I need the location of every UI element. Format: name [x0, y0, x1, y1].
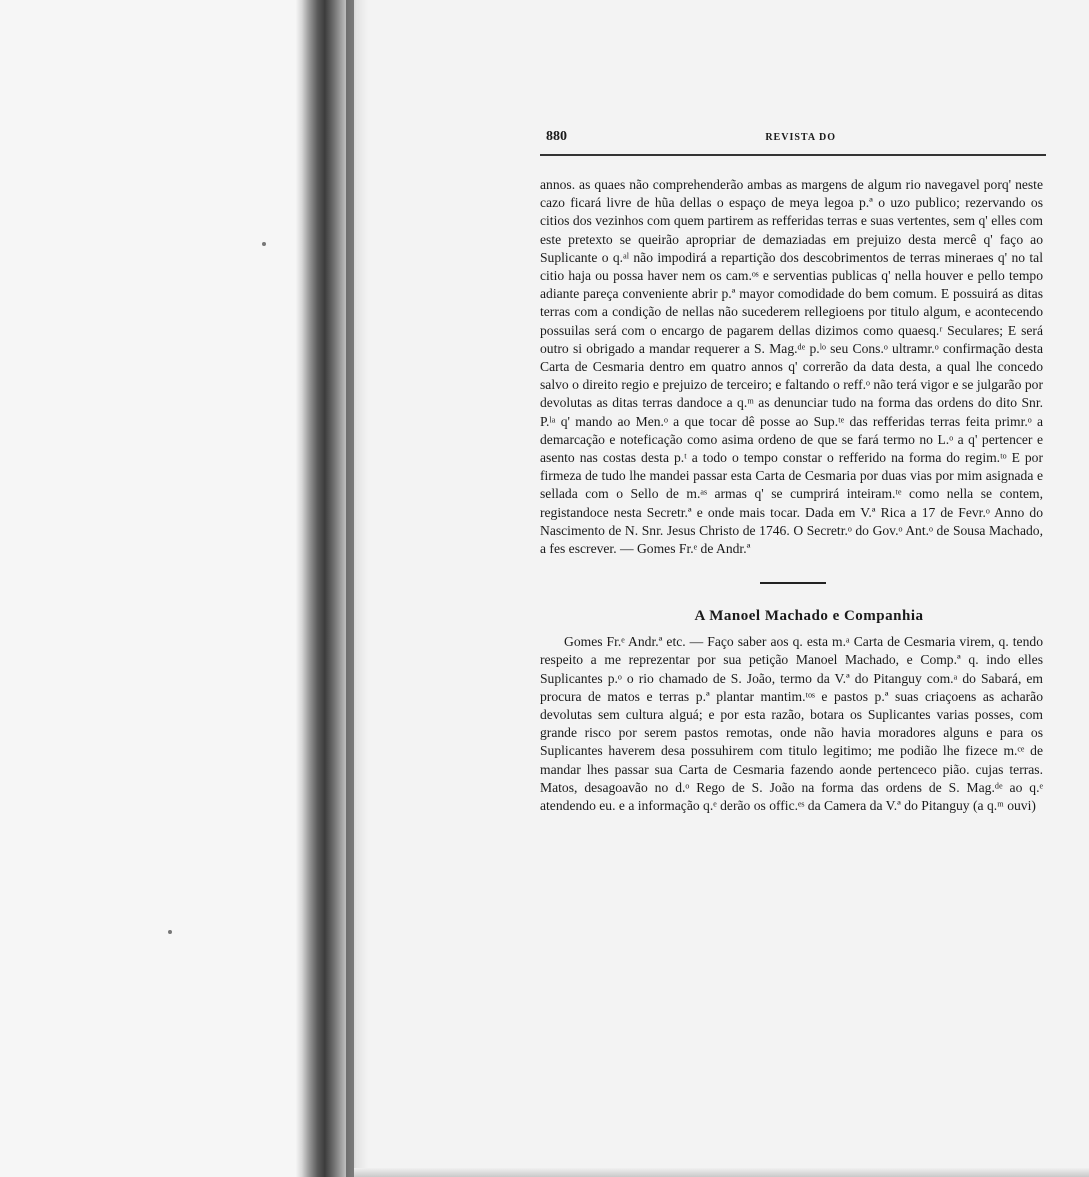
section-divider — [760, 582, 826, 584]
blank-left-page — [0, 0, 300, 1177]
printed-page — [540, 120, 1046, 829]
page-header — [540, 120, 1046, 142]
page-bottom-edge — [354, 1168, 1089, 1177]
running-head: REVISTA DO — [765, 132, 836, 143]
body-paragraph-1: annos. as quaes não comprehenderão ambas as margens de algum rio navegavel porq' neste cazo ficará livre de hũa dellas o espaço de meya legoa p.ª o uzo publico; rezervando os citios dos vezinhos com quem partirem as refferidas terras e suas vertentes, sem q' elles com este pretexto se queirão apropriar de demaziadas em prejuizo desta mercê q' faço ao Suplicante o q.ᵃˡ não impodirá a repartição dos descobrimentos de terras mineraes q' no tal citio haja ou possa haver nem os cam.ᵒˢ e serventias publicas q' nella houver e pello tempo adiante pareça conveniente abrir p.ª mayor comodidade do bem comum. E possuirá as ditas terras com a condição de nellas não sucederem rellegioens por titulo algum, e acontecendo possuilas será com o encargo de pagarem dellas dizimos como quaesq.ʳ Seculares; E será outro si obrigado a mandar requerer a S. Mag.ᵈᵉ p.ˡᵒ seu Cons.ᵒ ultramr.ᵒ confirmação desta Carta de Cesmaria dentro em quatro annos q' correrão da data desta, a qual lhe concedo salvo o direito regio e prejuizo de terceiro; e faltando o reff.ᵒ não terá vigor e se julgarão por devolutas as ditas terras dandoce a q.ᵐ as denunciar tudo na forma das ordens do dito Snr. P.ˡᵃ q' mando ao Men.ᵒ a que tocar dê posse ao Sup.ᵗᵉ das refferidas terras feita primr.ᵒ a demarcação e noteficação como asima ordeno de que se fará termo no L.ᵒ a q' pertencer e asento nas costas desta p.ᵗ a todo o tempo constar o refferido na forma do regim.ᵗᵒ E por firmeza de tudo lhe mandei passar esta Carta de Cesmaria por duas vias por mim asignada e sellada com o Sello de m.ᵃˢ armas q' se cumprirá inteiram.ᵗᵉ como nella se contem, registandoce nesta Secretr.ª e onde mais tocar. Dada em V.ª Rica a 17 de Fevr.ᵒ Anno do Nascimento de N. Snr. Jesus Christo de 1746. O Secretr.ᵒ do Gov.ᵒ Ant.ᵒ de Sousa Machado, a fes escrever. — Gomes Fr.ᵉ de Andr.ª — [540, 177, 1043, 557]
header-rule — [540, 154, 1046, 156]
body-paragraph-2: Gomes Fr.ᵉ Andr.ª etc. — Faço saber aos q. esta m.ᵃ Carta de Cesmaria virem, q. tendo respeito a me reprezentar por sua petição Manoel Machado, e Comp.ª q. indo elles Suplicantes p.ᵒ o rio chamado de S. João, termo da V.ª do Pitanguy com.ᵃ do Sabará, em procura de matos e terras p.ª plantar mantim.ᵗᵒˢ e pastos p.ª suas criaçoens as acharão devolutas sem cultura alguá; e por esta razão, botara os Suplicantes varias posses, com grande risco por serem pastos remotas, onde não havia moradores alguns e para os Suplicantes haverem desa possuhirem com titulo legitimo; me podião lhe fizece m.ᶜᵉ de mandar lhes passar sua Carta de Cesmaria fazendo aonde pertenceco pião. cujas terras. Matos, desagoavão no d.ᵒ Rego de S. João na forma das ordens de S. Mag.ᵈᵉ ao q.ᵉ atendendo eu. e a informação q.ᵉ derão os offic.ᵉˢ da Camera da V.ª do Pitanguy (a q.ᵐ ouvi) — [540, 634, 1043, 814]
section-title: A Manoel Machado e Companhia — [694, 608, 924, 625]
book-spine — [296, 0, 368, 1177]
paper-speck — [168, 930, 172, 934]
paper-speck — [262, 242, 266, 246]
page-number: 880 — [546, 129, 567, 144]
spine-shadow — [346, 0, 354, 1177]
